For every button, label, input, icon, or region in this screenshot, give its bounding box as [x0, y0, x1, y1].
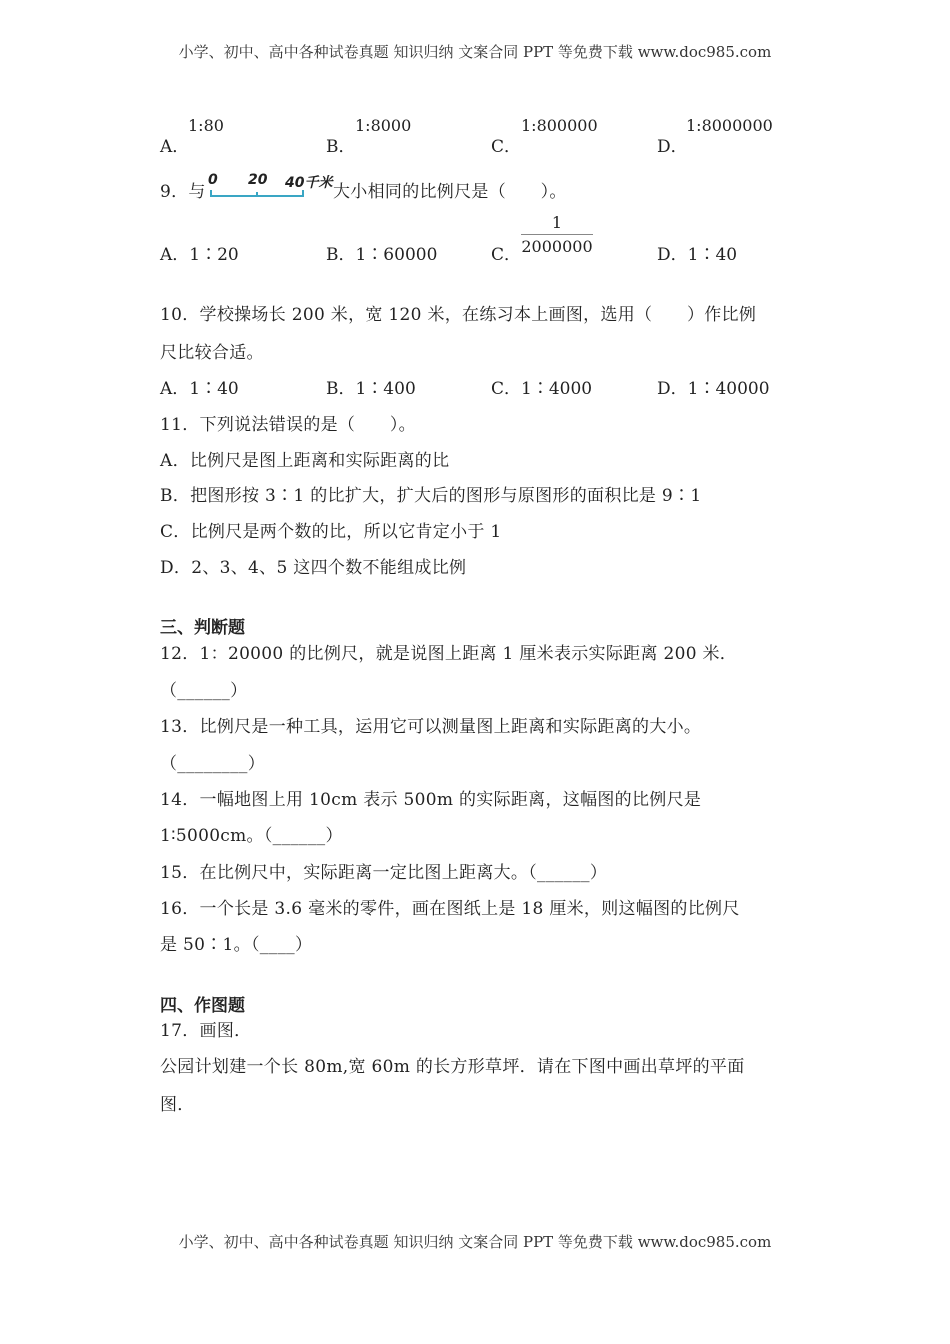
q10-option-a: A．1∶40	[160, 379, 239, 399]
q8-option-c-value: 1:800000	[521, 116, 598, 135]
q8-option-d-value: 1:8000000	[686, 116, 773, 135]
q11-option-d: D．2、3、4、5 这四个数不能组成比例	[160, 558, 467, 578]
q16-line2-with-blank: 是 50∶1。（____）	[160, 935, 313, 955]
q8-option-d-letter: D．	[657, 137, 688, 157]
q10-option-b: B．1∶400	[326, 379, 416, 399]
q13-answer-blank: （________）	[160, 754, 265, 774]
q8-option-a-letter: A．	[160, 137, 190, 157]
q13-line1: 13．比例尺是一种工具，运用它可以测量图上距离和实际距离的大小。	[160, 717, 702, 737]
q10-stem-line1: 10．学校操场长 200 米，宽 120 米，在练习本上画图，选用（ ）作比例	[160, 305, 757, 325]
q9-prefix: 9．与	[160, 182, 206, 202]
q9-option-a: A．1∶20	[160, 245, 239, 265]
scale-bar-line	[210, 189, 310, 199]
q10-stem-line2: 尺比较合适。	[160, 343, 264, 363]
q9-option-c-letter: C．	[491, 245, 522, 265]
section-title-drawing: 四、作图题	[160, 996, 245, 1016]
q17-stem: 17．画图．	[160, 1021, 252, 1041]
q17-line2: 图．	[160, 1095, 195, 1115]
scale-bar-label-0: 0	[208, 172, 218, 188]
q11-stem: 11．下列说法错误的是（ ）。	[160, 415, 416, 435]
section-title-judgement: 三、判断题	[160, 618, 245, 638]
scale-bar-label-40: 40千米	[285, 175, 333, 191]
q12-line1: 12．1：20000 的比例尺，就是说图上距离 1 厘米表示实际距离 200 米．	[160, 644, 738, 664]
q17-line1: 公园计划建一个长 80m,宽 60m 的长方形草坪．请在下图中画出草坪的平面	[160, 1057, 745, 1077]
q9-option-d: D．1∶40	[657, 245, 738, 265]
page-footer: 小学、初中、高中各种试卷真题 知识归纳 文案合同 PPT 等免费下载 www.doc985.com	[178, 1233, 772, 1251]
fraction-denominator: 2000000	[521, 237, 593, 256]
q9-suffix: 大小相同的比例尺是（ ）。	[333, 182, 567, 202]
q11-option-b: B．把图形按 3∶1 的比扩大，扩大后的图形与原图形的面积比是 9∶1	[160, 486, 702, 506]
page-header: 小学、初中、高中各种试卷真题 知识归纳 文案合同 PPT 等免费下载 www.doc985.com	[178, 43, 772, 61]
scale-bar-label-20: 20	[248, 172, 268, 188]
fraction-numerator: 1	[551, 213, 563, 232]
q11-option-a: A．比例尺是图上距离和实际距离的比	[160, 451, 450, 471]
q9-option-b: B．1∶60000	[326, 245, 438, 265]
q8-option-a-value: 1:80	[188, 116, 224, 135]
fraction-bar	[521, 234, 593, 235]
q8-option-c-letter: C．	[491, 137, 522, 157]
q14-line2-with-blank: 1∶5000cm。（______）	[160, 826, 343, 846]
q15-line-with-blank: 15．在比例尺中，实际距离一定比图上距离大。（______）	[160, 863, 608, 883]
q10-option-c: C．1∶4000	[491, 379, 593, 399]
q8-option-b-letter: B．	[326, 137, 356, 157]
q14-line1: 14．一幅地图上用 10cm 表示 500m 的实际距离，这幅图的比例尺是	[160, 790, 702, 810]
q10-option-d: D．1∶40000	[657, 379, 770, 399]
q9-option-c-fraction	[521, 213, 593, 256]
q11-option-c: C．比例尺是两个数的比，所以它肯定小于 1	[160, 522, 502, 542]
q12-answer-blank: （______）	[160, 681, 248, 701]
scale-bar-figure	[208, 172, 336, 200]
q16-line1: 16．一个长是 3.6 毫米的零件，画在图纸上是 18 厘米，则这幅图的比例尺	[160, 899, 740, 919]
q8-option-b-value: 1:8000	[355, 116, 412, 135]
